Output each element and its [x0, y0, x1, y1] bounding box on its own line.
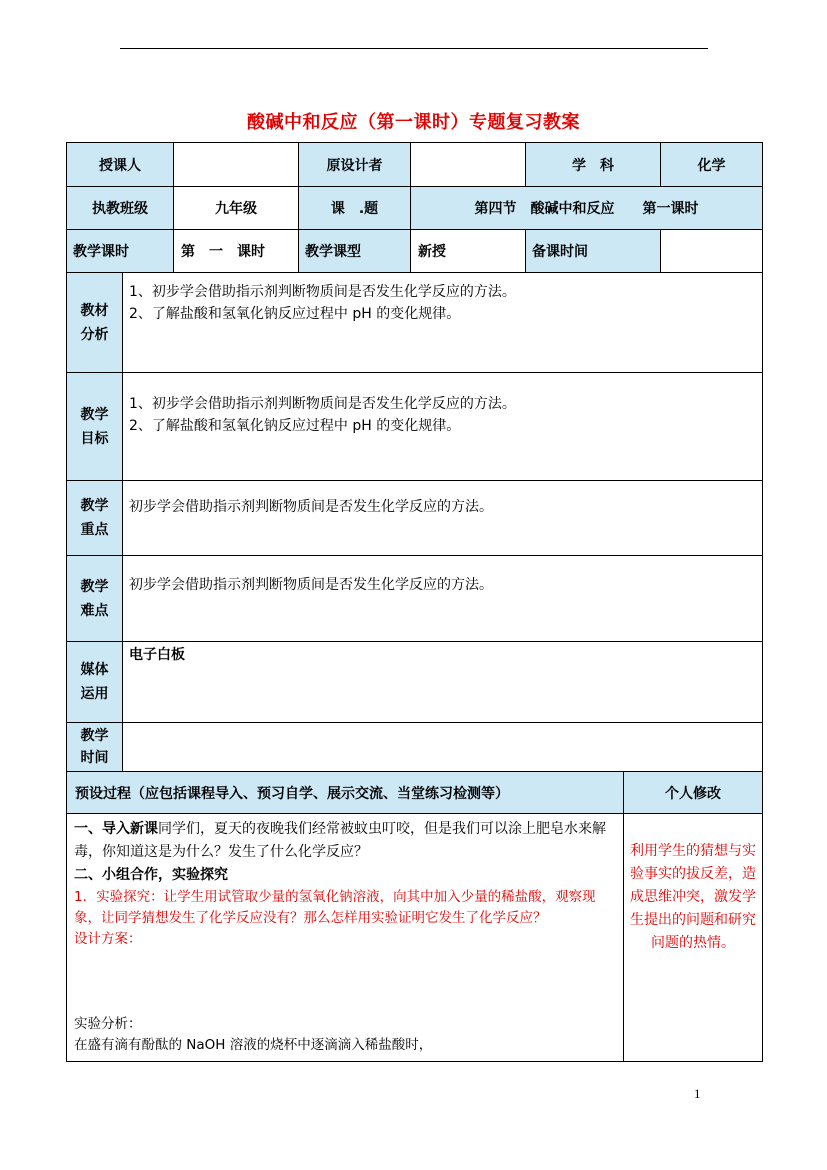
designer-value — [411, 143, 526, 187]
section-label-line-2: 重点 — [80, 522, 109, 538]
lesson-plan-table — [66, 142, 763, 1062]
design-label: 设计方案： — [74, 931, 142, 947]
section-label — [67, 373, 123, 481]
section-label-line-2: 运用 — [80, 686, 109, 702]
process-header-row — [67, 772, 763, 814]
section-media — [67, 642, 763, 723]
subject-label: 学 科 — [526, 143, 661, 187]
section-content — [123, 481, 763, 556]
intro-paragraph — [74, 818, 615, 864]
document-title: 酸碱中和反应（第一课时）专题复习教案 — [247, 112, 580, 133]
section-label — [67, 481, 123, 556]
section-key-points — [67, 481, 763, 556]
subject-value: 化学 — [661, 143, 763, 187]
info-row-2 — [67, 187, 763, 230]
class-label: 执教班级 — [67, 187, 174, 230]
section-content — [123, 273, 763, 373]
section-label-line-1: 教学 — [80, 578, 109, 595]
section-difficulties — [67, 556, 763, 642]
analysis-label: 实验分析： — [74, 1016, 142, 1032]
prep-label: 备课时间 — [526, 230, 661, 273]
content-line: 2、了解盐酸和氢氧化钠反应过程中 pH 的变化规律。 — [129, 418, 461, 434]
revision-note: 利用学生的猜想与实验事实的拔反差，造成思维冲突，激发学生提出的问题和研究问题的热情。 — [624, 814, 763, 1062]
content-line: 1、初步学会借助指示剂判断物质间是否发生化学反应的方法。 — [129, 284, 516, 300]
revision-header: 个人修改 — [624, 772, 763, 814]
section-label — [67, 723, 123, 772]
section-label-line-1: 教学 — [80, 728, 109, 744]
process-content — [67, 814, 624, 1062]
period-value: 第 一 课时 — [174, 230, 299, 273]
analysis-text: 在盛有滴有酚酞的 NaOH 溶液的烧杯中逐滴滴入稀盐酸时， — [74, 1037, 433, 1053]
experiment-text: 1．实验探究：让学生用试管取少量的氢氧化钠溶液，向其中加入少量的稀盐酸，观察现象，让同学猜想发生了化学反应没有？那么怎样用实验证明它发生了化学反应？ — [74, 889, 596, 926]
info-row-3 — [67, 230, 763, 273]
section-content — [123, 723, 763, 772]
section-textbook-analysis — [67, 273, 763, 373]
design-space — [74, 950, 615, 1014]
header-rule — [120, 48, 708, 49]
page-number: 1 — [694, 1086, 701, 1101]
section-label-line-1: 教学 — [80, 406, 109, 423]
section-label-line-2: 目标 — [80, 430, 109, 447]
section-content — [123, 556, 763, 642]
section-label — [67, 642, 123, 723]
section-label — [67, 556, 123, 642]
topic-value: 第四节 酸碱中和反应 第一课时 — [411, 187, 763, 230]
section-label-line-2: 时间 — [80, 750, 109, 766]
section-label-line-1: 媒体 — [80, 662, 109, 678]
prep-value — [661, 230, 763, 273]
content-line: 1、初步学会借助指示剂判断物质间是否发生化学反应的方法。 — [129, 396, 516, 412]
process-header: 预设过程（应包括课程导入、预习自学、展示交流、当堂练习检测等） — [67, 772, 624, 814]
type-value: 新授 — [411, 230, 526, 273]
info-row-1 — [67, 143, 763, 187]
teacher-label: 授课人 — [67, 143, 174, 187]
teacher-value — [174, 143, 299, 187]
section-content — [123, 373, 763, 481]
section-label-line-1: 教材 — [80, 302, 109, 319]
process-content-row — [67, 814, 763, 1062]
content-line: 电子白板 — [129, 647, 185, 663]
section-label-line-2: 分析 — [80, 326, 109, 343]
topic-label: 课 .题 — [299, 187, 411, 230]
type-label: 教学课型 — [299, 230, 411, 273]
content-line: 2、了解盐酸和氢氧化钠反应过程中 pH 的变化规律。 — [129, 306, 461, 322]
content-line: 初步学会借助指示剂判断物质间是否发生化学反应的方法。 — [129, 577, 493, 593]
designer-label: 原设计者 — [299, 143, 411, 187]
intro-text: 同学们，夏天的夜晚我们经常被蚊虫叮咬，但是我们可以涂上肥皂水来解毒，你知道这是为什么？发生了什么化学反应？ — [74, 821, 606, 860]
section-teaching-goals — [67, 373, 763, 481]
class-value: 九年级 — [174, 187, 299, 230]
content-line: 初步学会借助指示剂判断物质间是否发生化学反应的方法。 — [129, 499, 493, 515]
section-teaching-time — [67, 723, 763, 772]
section-label-line-1: 教学 — [80, 498, 109, 514]
section-label — [67, 273, 123, 373]
group-heading: 二、小组合作，实验探究 — [74, 867, 228, 883]
period-label: 教学课时 — [67, 230, 174, 273]
intro-heading: 一、导入新课 — [74, 821, 158, 837]
section-content — [123, 642, 763, 723]
section-label-line-2: 难点 — [80, 602, 109, 619]
